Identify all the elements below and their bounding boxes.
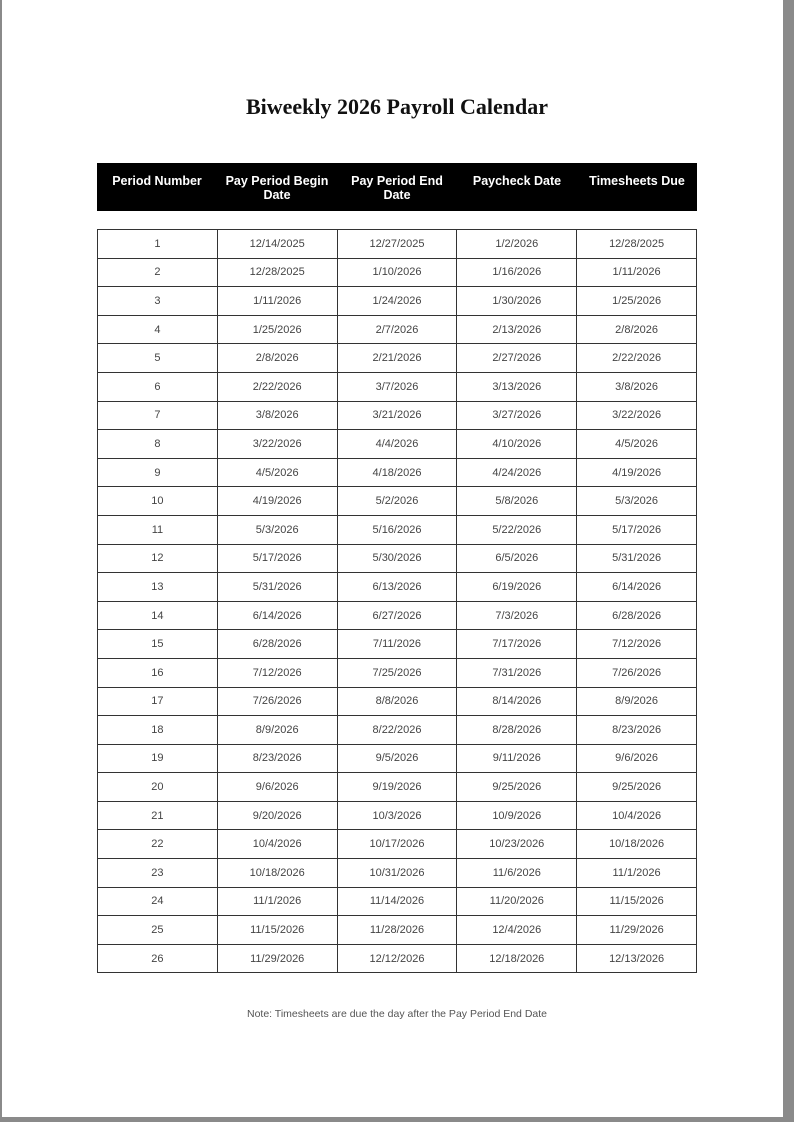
table-cell: 2/8/2026 xyxy=(577,315,697,344)
table-cell: 4/18/2026 xyxy=(337,458,457,487)
page-title: Biweekly 2026 Payroll Calendar xyxy=(245,94,549,119)
table-cell: 9/19/2026 xyxy=(337,773,457,802)
table-row xyxy=(98,916,697,945)
table-cell: 4 xyxy=(98,315,218,344)
table-cell: 6/13/2026 xyxy=(337,573,457,602)
table-cell: 3/8/2026 xyxy=(577,372,697,401)
table-cell: 9/6/2026 xyxy=(577,744,697,773)
table-cell: 6/14/2026 xyxy=(577,573,697,602)
table-cell: 10/17/2026 xyxy=(337,830,457,859)
table-cell: 12/12/2026 xyxy=(337,944,457,973)
table-cell: 4/5/2026 xyxy=(217,458,337,487)
table-cell: 5 xyxy=(98,344,218,373)
table-cell: 12/18/2026 xyxy=(457,944,577,973)
table-cell: 6/28/2026 xyxy=(217,630,337,659)
table-cell: 7/11/2026 xyxy=(337,630,457,659)
table-cell: 6/19/2026 xyxy=(457,573,577,602)
table-cell: 9/25/2026 xyxy=(457,773,577,802)
table-row xyxy=(98,830,697,859)
table-cell: 11/28/2026 xyxy=(337,916,457,945)
table-cell: 12/14/2025 xyxy=(217,230,337,259)
table-cell: 5/31/2026 xyxy=(217,573,337,602)
table-row xyxy=(98,287,697,316)
table-cell: 4/10/2026 xyxy=(457,430,577,459)
table-cell: 11/1/2026 xyxy=(217,887,337,916)
table-cell: 7 xyxy=(98,401,218,430)
table-cell: 9/6/2026 xyxy=(217,773,337,802)
table-cell: 2/8/2026 xyxy=(217,344,337,373)
table-cell: 7/25/2026 xyxy=(337,658,457,687)
table-row xyxy=(98,744,697,773)
table-cell: 9/20/2026 xyxy=(217,801,337,830)
table-cell: 7/12/2026 xyxy=(577,630,697,659)
table-cell: 9/11/2026 xyxy=(457,744,577,773)
table-cell: 11/1/2026 xyxy=(577,859,697,888)
payroll-table xyxy=(97,229,697,973)
table-row xyxy=(98,372,697,401)
table-cell: 8/8/2026 xyxy=(337,687,457,716)
table-cell: 6/5/2026 xyxy=(457,544,577,573)
table-cell: 3/22/2026 xyxy=(217,430,337,459)
column-header: Period Number xyxy=(112,174,202,188)
table-cell: 19 xyxy=(98,744,218,773)
table-cell: 5/17/2026 xyxy=(217,544,337,573)
table-cell: 12/28/2025 xyxy=(217,258,337,287)
table-cell: 8/23/2026 xyxy=(217,744,337,773)
table-cell: 10 xyxy=(98,487,218,516)
table-cell: 4/5/2026 xyxy=(577,430,697,459)
table-cell: 3/22/2026 xyxy=(577,401,697,430)
table-cell: 3/21/2026 xyxy=(337,401,457,430)
table-row xyxy=(98,315,697,344)
table-cell: 3/13/2026 xyxy=(457,372,577,401)
table-cell: 11/29/2026 xyxy=(577,916,697,945)
table-row xyxy=(98,601,697,630)
table-row xyxy=(98,573,697,602)
table-cell: 10/18/2026 xyxy=(577,830,697,859)
table-cell: 5/8/2026 xyxy=(457,487,577,516)
table-row xyxy=(98,658,697,687)
table-cell: 26 xyxy=(98,944,218,973)
table-cell: 12/4/2026 xyxy=(457,916,577,945)
table-row xyxy=(98,630,697,659)
table-row xyxy=(98,430,697,459)
table-row xyxy=(98,801,697,830)
table-cell: 8/9/2026 xyxy=(577,687,697,716)
table-cell: 9/5/2026 xyxy=(337,744,457,773)
table-cell: 10/4/2026 xyxy=(217,830,337,859)
table-cell: 17 xyxy=(98,687,218,716)
table-cell: 2/22/2026 xyxy=(217,372,337,401)
table-cell: 10/3/2026 xyxy=(337,801,457,830)
table-cell: 1/25/2026 xyxy=(217,315,337,344)
table-cell: 11/6/2026 xyxy=(457,859,577,888)
footnote: Note: Timesheets are due the day after the Pay Period End Date xyxy=(246,1008,547,1020)
table-cell: 1/10/2026 xyxy=(337,258,457,287)
table-cell: 14 xyxy=(98,601,218,630)
table-cell: 5/3/2026 xyxy=(217,515,337,544)
table-row xyxy=(98,458,697,487)
table-cell: 8/14/2026 xyxy=(457,687,577,716)
table-row xyxy=(98,944,697,973)
table-cell: 5/22/2026 xyxy=(457,515,577,544)
table-cell: 7/26/2026 xyxy=(217,687,337,716)
table-cell: 4/19/2026 xyxy=(577,458,697,487)
table-cell: 5/31/2026 xyxy=(577,544,697,573)
table-cell: 1/16/2026 xyxy=(457,258,577,287)
table-cell: 10/9/2026 xyxy=(457,801,577,830)
table-row xyxy=(98,401,697,430)
table-cell: 2 xyxy=(98,258,218,287)
table-cell: 11/15/2026 xyxy=(217,916,337,945)
table-cell: 12/27/2025 xyxy=(337,230,457,259)
table-cell: 5/17/2026 xyxy=(577,515,697,544)
table-cell: 9/25/2026 xyxy=(577,773,697,802)
table-cell: 6/27/2026 xyxy=(337,601,457,630)
table-cell: 20 xyxy=(98,773,218,802)
column-header: Timesheets Due xyxy=(589,174,685,188)
table-cell: 7/3/2026 xyxy=(457,601,577,630)
table-cell: 21 xyxy=(98,801,218,830)
table-cell: 3/8/2026 xyxy=(217,401,337,430)
table-cell: 1/30/2026 xyxy=(457,287,577,316)
table-header xyxy=(97,163,697,211)
table-cell: 5/16/2026 xyxy=(337,515,457,544)
column-header: Paycheck Date xyxy=(472,174,562,188)
table-cell: 10/18/2026 xyxy=(217,859,337,888)
table-cell: 5/3/2026 xyxy=(577,487,697,516)
table-cell: 3/7/2026 xyxy=(337,372,457,401)
table-cell: 2/21/2026 xyxy=(337,344,457,373)
table-cell: 11/29/2026 xyxy=(217,944,337,973)
table-cell: 11/20/2026 xyxy=(457,887,577,916)
table-cell: 10/23/2026 xyxy=(457,830,577,859)
table-row xyxy=(98,344,697,373)
table-cell: 11 xyxy=(98,515,218,544)
table-row xyxy=(98,230,697,259)
table-cell: 18 xyxy=(98,716,218,745)
table-cell: 3 xyxy=(98,287,218,316)
table-cell: 8/22/2026 xyxy=(337,716,457,745)
table-cell: 10/4/2026 xyxy=(577,801,697,830)
table-cell: 1 xyxy=(98,230,218,259)
table-cell: 1/25/2026 xyxy=(577,287,697,316)
table-row xyxy=(98,687,697,716)
table-row xyxy=(98,716,697,745)
table-row xyxy=(98,773,697,802)
table-cell: 2/7/2026 xyxy=(337,315,457,344)
column-header: Pay Period Begin Date xyxy=(225,174,329,202)
table-cell: 16 xyxy=(98,658,218,687)
table-cell: 7/12/2026 xyxy=(217,658,337,687)
table-cell: 6/28/2026 xyxy=(577,601,697,630)
table-cell: 11/14/2026 xyxy=(337,887,457,916)
table-cell: 5/30/2026 xyxy=(337,544,457,573)
table-cell: 24 xyxy=(98,887,218,916)
table-cell: 5/2/2026 xyxy=(337,487,457,516)
table-cell: 6 xyxy=(98,372,218,401)
table-cell: 1/11/2026 xyxy=(577,258,697,287)
table-cell: 9 xyxy=(98,458,218,487)
table-cell: 7/26/2026 xyxy=(577,658,697,687)
column-header: Pay Period End Date xyxy=(351,174,443,202)
table-cell: 22 xyxy=(98,830,218,859)
table-cell: 8/28/2026 xyxy=(457,716,577,745)
table-row xyxy=(98,515,697,544)
table-cell: 7/17/2026 xyxy=(457,630,577,659)
table-cell: 3/27/2026 xyxy=(457,401,577,430)
table-cell: 13 xyxy=(98,573,218,602)
table-cell: 8/9/2026 xyxy=(217,716,337,745)
table-cell: 2/27/2026 xyxy=(457,344,577,373)
table-cell: 11/15/2026 xyxy=(577,887,697,916)
table-row xyxy=(98,258,697,287)
table-cell: 12 xyxy=(98,544,218,573)
table-cell: 15 xyxy=(98,630,218,659)
table-cell: 12/28/2025 xyxy=(577,230,697,259)
table-row xyxy=(98,487,697,516)
table-cell: 23 xyxy=(98,859,218,888)
table-cell: 1/2/2026 xyxy=(457,230,577,259)
table-cell: 1/11/2026 xyxy=(217,287,337,316)
table-cell: 10/31/2026 xyxy=(337,859,457,888)
table-cell: 8 xyxy=(98,430,218,459)
table-cell: 12/13/2026 xyxy=(577,944,697,973)
table-cell: 4/24/2026 xyxy=(457,458,577,487)
table-cell: 4/19/2026 xyxy=(217,487,337,516)
table-row xyxy=(98,544,697,573)
table-cell: 2/22/2026 xyxy=(577,344,697,373)
table-cell: 25 xyxy=(98,916,218,945)
table-cell: 7/31/2026 xyxy=(457,658,577,687)
table-cell: 6/14/2026 xyxy=(217,601,337,630)
table-row xyxy=(98,859,697,888)
table-cell: 4/4/2026 xyxy=(337,430,457,459)
table-row xyxy=(98,887,697,916)
table-cell: 8/23/2026 xyxy=(577,716,697,745)
table-cell: 2/13/2026 xyxy=(457,315,577,344)
table-cell: 1/24/2026 xyxy=(337,287,457,316)
